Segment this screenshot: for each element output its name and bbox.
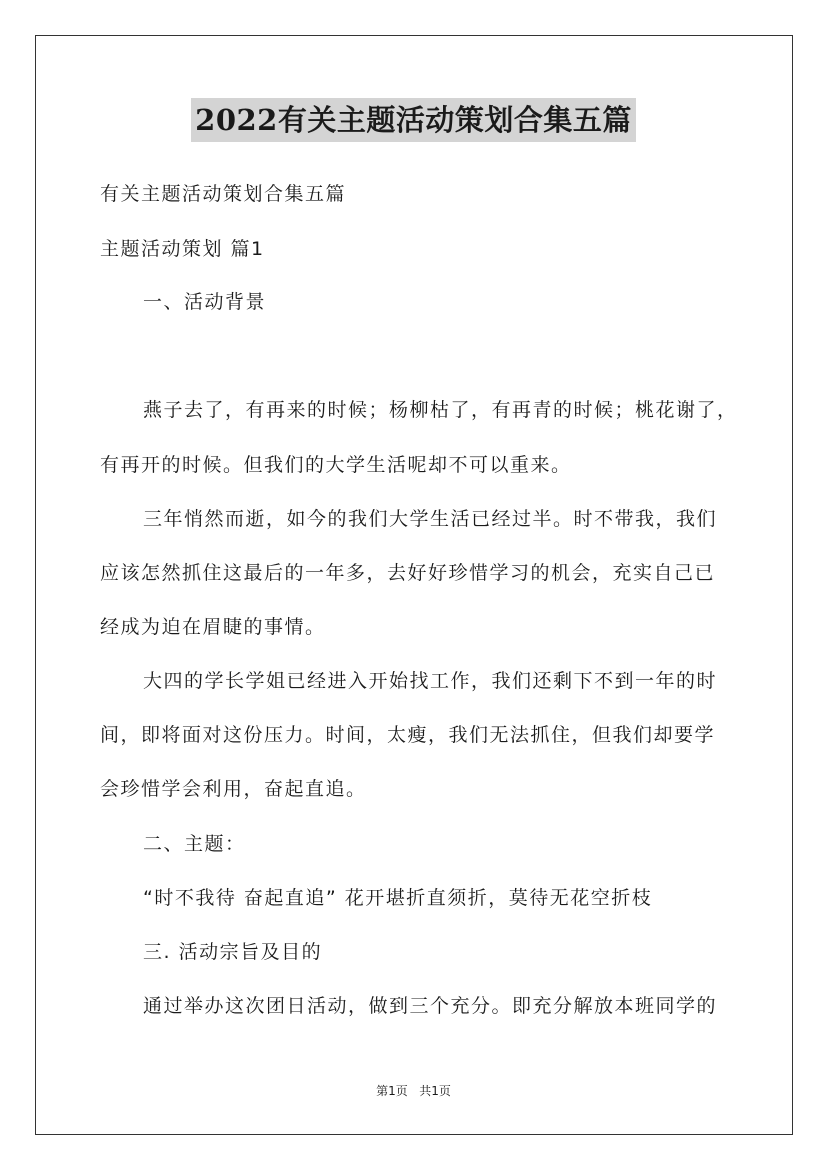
document-title-container bbox=[0, 98, 827, 142]
theme-slogan: “时不我待 奋起直追” 花开堪折直须折，莫待无花空折枝 bbox=[143, 887, 653, 909]
paragraph-line: 应该怎然抓住这最后的一年多，去好好珍惜学习的机会，充实自己已 bbox=[100, 562, 716, 584]
paragraph-line: 燕子去了，有再来的时候；杨柳枯了，有再青的时候；桃花谢了， bbox=[143, 399, 738, 421]
paragraph-line: 三年悄然而逝，如今的我们大学生活已经过半。时不带我，我们 bbox=[143, 508, 718, 530]
document-title: 2022有关主题活动策划合集五篇 bbox=[191, 98, 636, 142]
page-number: 第1页 bbox=[376, 1084, 408, 1098]
paragraph-line: 间，即将面对这份压力。时间，太瘦，我们无法抓住，但我们却要学 bbox=[100, 724, 716, 746]
heading-purpose: 三. 活动宗旨及目的 bbox=[143, 941, 323, 963]
heading-theme: 二、主题： bbox=[143, 833, 246, 855]
paragraph-line: 有再开的时候。但我们的大学生活呢却不可以重来。 bbox=[100, 454, 572, 476]
paragraph-line: 经成为迫在眉睫的事情。 bbox=[100, 616, 326, 638]
paragraph-line: 会珍惜学会利用，奋起直追。 bbox=[100, 778, 367, 800]
paragraph-line: 通过举办这次团日活动，做到三个充分。即充分解放本班同学的 bbox=[143, 995, 718, 1017]
section-heading: 主题活动策划 篇1 bbox=[100, 238, 265, 260]
page-footer bbox=[0, 1083, 827, 1099]
subtitle-line: 有关主题活动策划合集五篇 bbox=[100, 183, 347, 205]
page-total: 共1页 bbox=[419, 1084, 451, 1098]
paragraph-line: 大四的学长学姐已经进入开始找工作，我们还剩下不到一年的时 bbox=[143, 670, 718, 692]
heading-background: 一、活动背景 bbox=[143, 291, 267, 313]
